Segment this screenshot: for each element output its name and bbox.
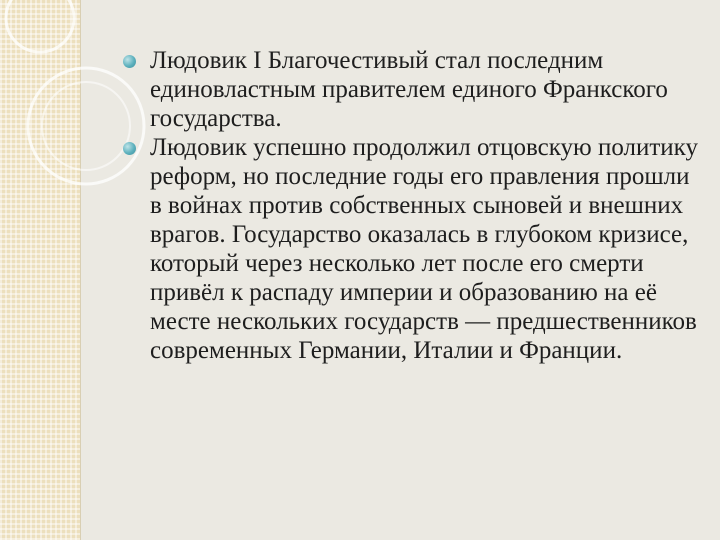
bullet-text: Людовик успешно продолжил отцовскую политику реформ, но последние годы его правления прошли в войнах против собственных сыновей и внешних врагов. Государство оказалась в глубоком кризисе, который через несколько лет после его смерти привёл к распаду империи и образованию на её месте нескольких государств — предшественников современных Германии, Италии и Франции. xyxy=(150,134,698,364)
bullet-item xyxy=(124,133,704,365)
bullet-marker-icon xyxy=(123,142,136,155)
bullet-item xyxy=(124,46,704,133)
bullet-text: Людовик I Благочестивый стал последним единовластным правителем единого Франкского государства. xyxy=(150,47,668,132)
side-panel-edge xyxy=(80,0,81,540)
decorative-side-panel xyxy=(0,0,80,540)
bullet-list xyxy=(124,46,704,365)
bullet-marker-icon xyxy=(123,55,136,68)
